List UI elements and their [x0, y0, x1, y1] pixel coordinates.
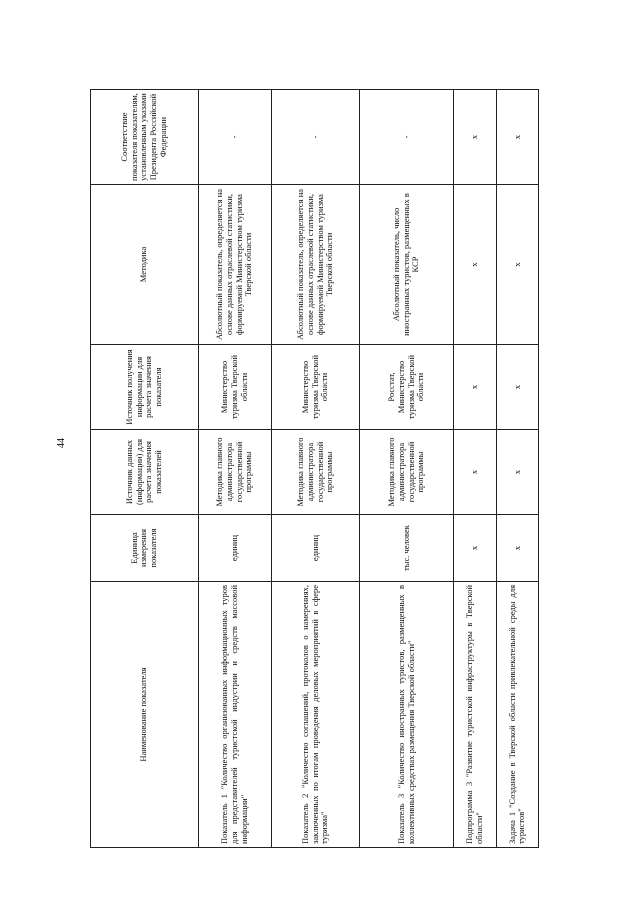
cell-unit: x [453, 515, 496, 582]
cell-compliance: x [496, 90, 538, 185]
header-unit: Единица измерения показателя [91, 515, 199, 582]
cell-name: Показатель 3 "Количество иностранных туристов, размещенных в коллективных средствах размещения Тверской области" [360, 582, 453, 848]
cell-unit: единиц [198, 515, 271, 582]
cell-unit: тыс. человек [360, 515, 453, 582]
cell-method: Абсолютный показатель, определяется на основе данных отраслевой статистики, формируемой Министерством туризма Тверской области [271, 185, 360, 345]
cell-method: Абсолютный показатель, число иностранных туристов, размещенных в КСР [360, 185, 453, 345]
table-row [198, 90, 271, 848]
table-row [496, 90, 538, 848]
cell-info-source: Росстат, Министерство туризма Тверской области [360, 345, 453, 430]
cell-data-source: x [496, 430, 538, 515]
cell-method: x [496, 185, 538, 345]
page-number: 44 [56, 438, 67, 448]
cell-data-source: Методика главного администратора государственной программы [198, 430, 271, 515]
cell-info-source: Министерство туризма Тверской области [271, 345, 360, 430]
cell-info-source: Министерство туризма Тверской области [198, 345, 271, 430]
header-data-source: Источник данных (информации) для расчета значения показателей [91, 430, 199, 515]
cell-data-source: Методика главного администратора государственной программы [360, 430, 453, 515]
cell-method: Абсолютный показатель, определяется на основе данных отраслевой статистики, формируемой Министерством туризма Тверской области [198, 185, 271, 345]
indicators-table [90, 89, 539, 848]
cell-name: Показатель 2 "Количество соглашений, протоколов о намерениях, заключенных по итогам проведения деловых мероприятий в сфере туризма" [271, 582, 360, 848]
table-header-row [91, 90, 199, 848]
header-method: Методика [91, 185, 199, 345]
cell-compliance: - [271, 90, 360, 185]
cell-data-source: x [453, 430, 496, 515]
cell-info-source: x [453, 345, 496, 430]
table-row [453, 90, 496, 848]
table-row [271, 90, 360, 848]
cell-unit: x [496, 515, 538, 582]
rotated-table-container [90, 90, 539, 848]
cell-info-source: x [496, 345, 538, 430]
cell-method: x [453, 185, 496, 345]
cell-compliance: - [360, 90, 453, 185]
cell-name: Показатель 1 "Количество организованных информационных туров для представителей туристской индустрии и средств массовой информации" [198, 582, 271, 848]
cell-name: Подпрограмма 3 "Развитие туристской инфраструктуры в Тверской области" [453, 582, 496, 848]
header-info-source: Источник получения информации для расчета значения показателя [91, 345, 199, 430]
cell-unit: единиц [271, 515, 360, 582]
cell-data-source: Методика главного администратора государственной программы [271, 430, 360, 515]
header-compliance: Соответствие показателя показателям, установленным указами Президента Российской Федерации [91, 90, 199, 185]
table-row [360, 90, 453, 848]
cell-compliance: - [198, 90, 271, 185]
header-name: Наименование показателя [91, 582, 199, 848]
cell-name: Задача 1 "Создание в Тверской области привлекательной среды для туристов" [496, 582, 538, 848]
cell-compliance: x [453, 90, 496, 185]
